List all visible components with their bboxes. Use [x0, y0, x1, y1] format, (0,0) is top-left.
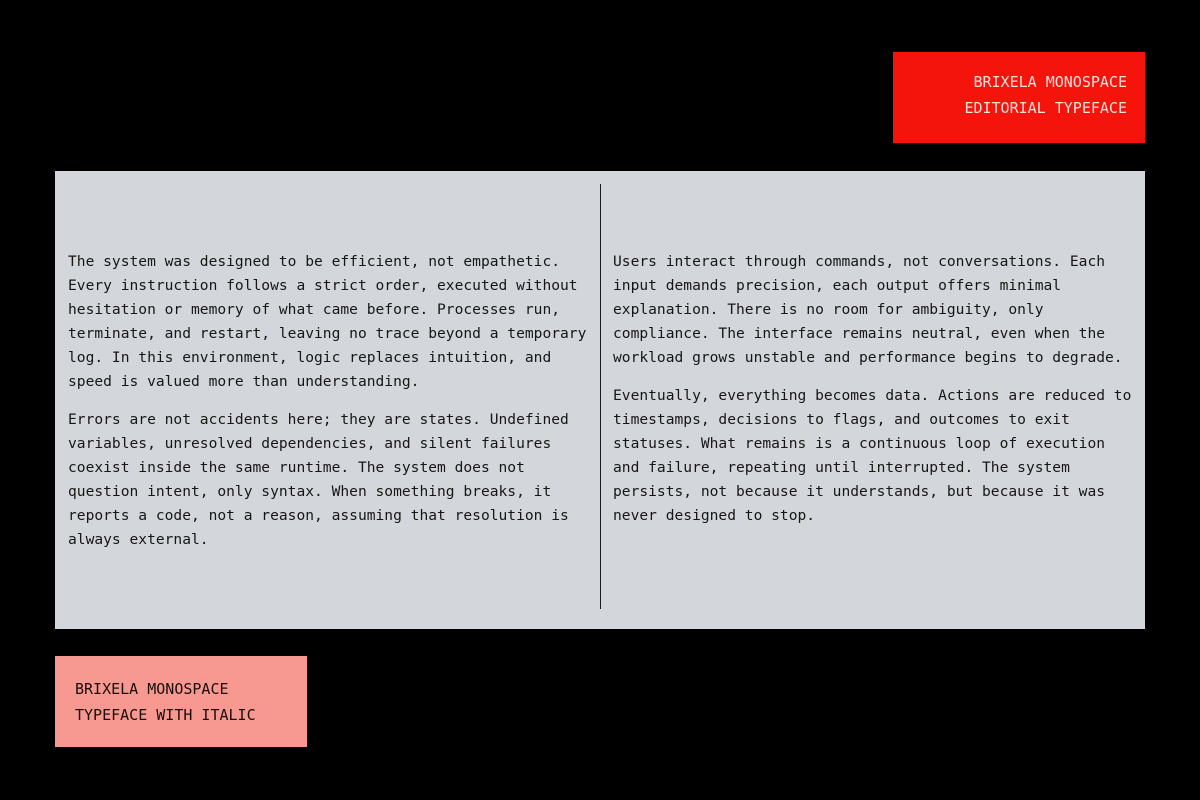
column-divider	[600, 184, 601, 609]
left-paragraph-1: The system was designed to be efficient, not empathetic. Every instruction follows a strict order, executed without hesitation or memory of what came before. Processes run, terminate, and restart, leaving no trace beyond a temporary log. In this environment, logic replaces intuition, and speed is valued more than understanding.	[68, 253, 587, 390]
italic-typeface-badge	[55, 656, 307, 747]
text-panel	[55, 171, 1145, 629]
right-paragraph-2: Eventually, everything becomes data. Actions are reduced to timestamps, decisions to flags, and outcomes to exit statuses. What remains is a continuous loop of execution and failure, repeating until interrupted. The system persists, not because it understands, but because it was never designed to stop.	[613, 387, 1132, 524]
badge-line-2: EDITORIAL TYPEFACE	[964, 99, 1127, 117]
right-text-column	[613, 250, 1133, 542]
badge-line-1: BRIXELA MONOSPACE	[75, 680, 229, 698]
badge-line-1: BRIXELA MONOSPACE	[973, 73, 1127, 91]
left-paragraph-2: Errors are not accidents here; they are states. Undefined variables, unresolved dependencies, and silent failures coexist inside the same runtime. The system does not question intent, only syntax. When something breaks, it reports a code, not a reason, assuming that resolution is always external.	[68, 411, 569, 548]
editorial-typeface-badge	[893, 52, 1145, 143]
badge-line-2: TYPEFACE WITH ITALIC	[75, 706, 256, 724]
right-paragraph-1: Users interact through commands, not conversations. Each input demands precision, each output offers minimal explanation. There is no room for ambiguity, only compliance. The interface remains neutral, even when the workload grows unstable and performance begins to degrade.	[613, 253, 1123, 366]
left-text-column	[68, 250, 588, 566]
